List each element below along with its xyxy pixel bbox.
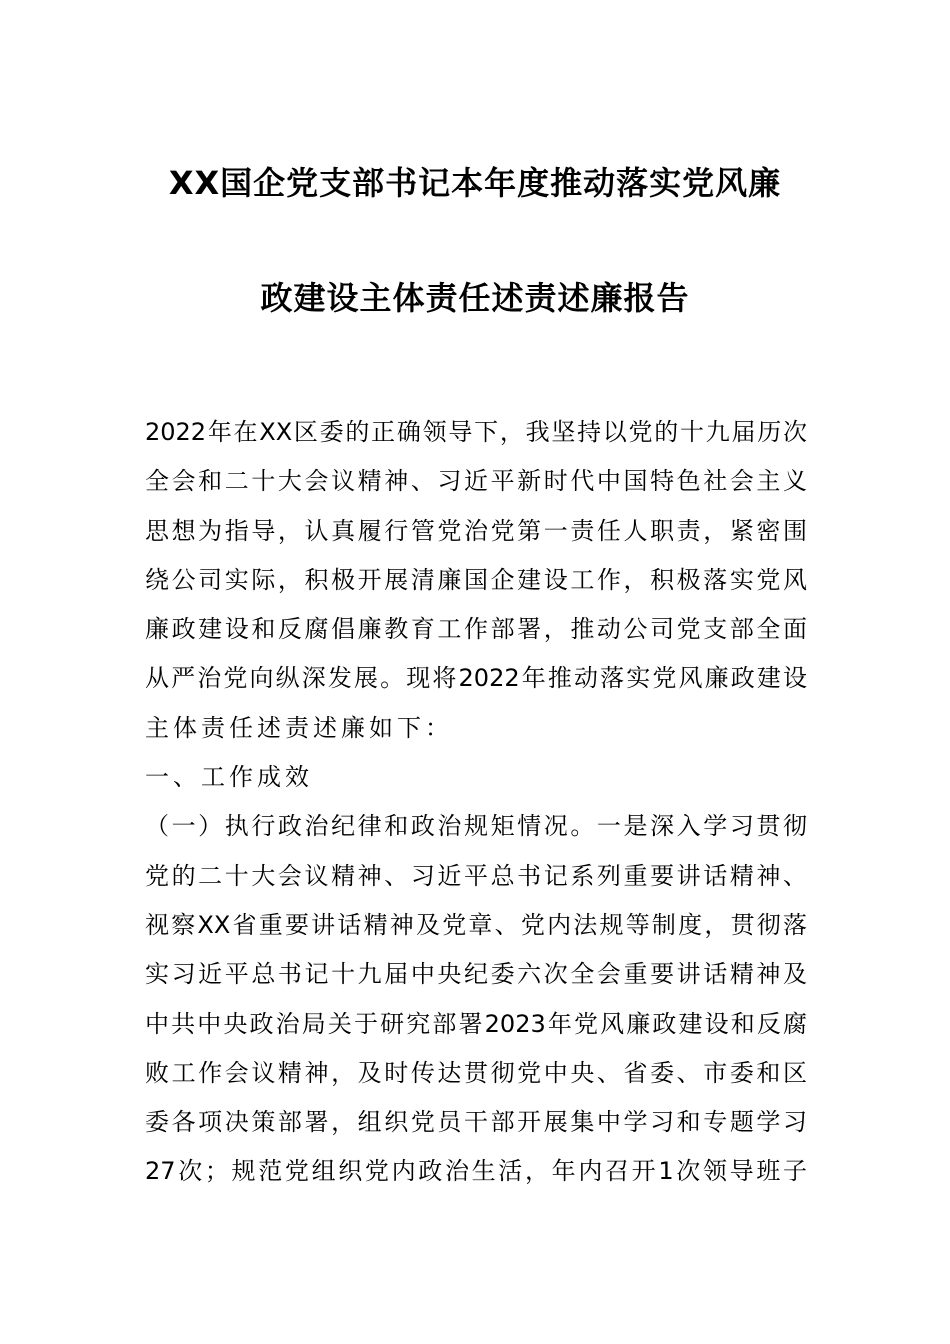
body-line: 全会和二十大会议精神、习近平新时代中国特色社会主义: [145, 467, 807, 496]
body-line: 败工作会议精神，及时传达贯彻党中央、省委、市委和区: [145, 1058, 807, 1087]
body-line: （一）执行政治纪律和政治规矩情况。一是深入学习贯彻: [145, 812, 807, 841]
document-title-line-2: 政建设主体责任述责述廉报告: [260, 279, 690, 317]
body-line: 实习近平总书记十九届中央纪委六次全会重要讲话精神及: [145, 960, 807, 989]
document-body: [145, 412, 807, 1201]
document-title-line-1: XX国企党支部书记本年度推动落实党风廉: [168, 164, 782, 202]
body-line: 视察XX省重要讲话精神及党章、党内法规等制度，贯彻落: [145, 910, 807, 939]
body-line: 委各项决策部署，组织党员干部开展集中学习和专题学习: [145, 1108, 807, 1137]
body-line: 2022年在XX区委的正确领导下，我坚持以党的十九届历次: [145, 418, 807, 446]
body-line: 从严治党向纵深发展。现将2022年推动落实党风廉政建设: [145, 664, 807, 693]
body-line: 27次；规范党组织党内政治生活，年内召开1次领导班子: [145, 1157, 807, 1186]
body-line: 绕公司实际，积极开展清廉国企建设工作，积极落实党风: [145, 565, 807, 594]
body-line: 中共中央政治局关于研究部署2023年党风廉政建设和反腐: [145, 1009, 807, 1038]
section-heading: 一、工作成效: [145, 763, 313, 792]
body-line: 廉政建设和反腐倡廉教育工作部署，推动公司党支部全面: [145, 615, 807, 644]
body-line: 主体责任述责述廉如下：: [145, 713, 453, 742]
body-line: 党的二十大会议精神、习近平总书记系列重要讲话精神、: [145, 861, 807, 890]
body-line: 思想为指导，认真履行管党治党第一责任人职责，紧密围: [145, 516, 807, 545]
